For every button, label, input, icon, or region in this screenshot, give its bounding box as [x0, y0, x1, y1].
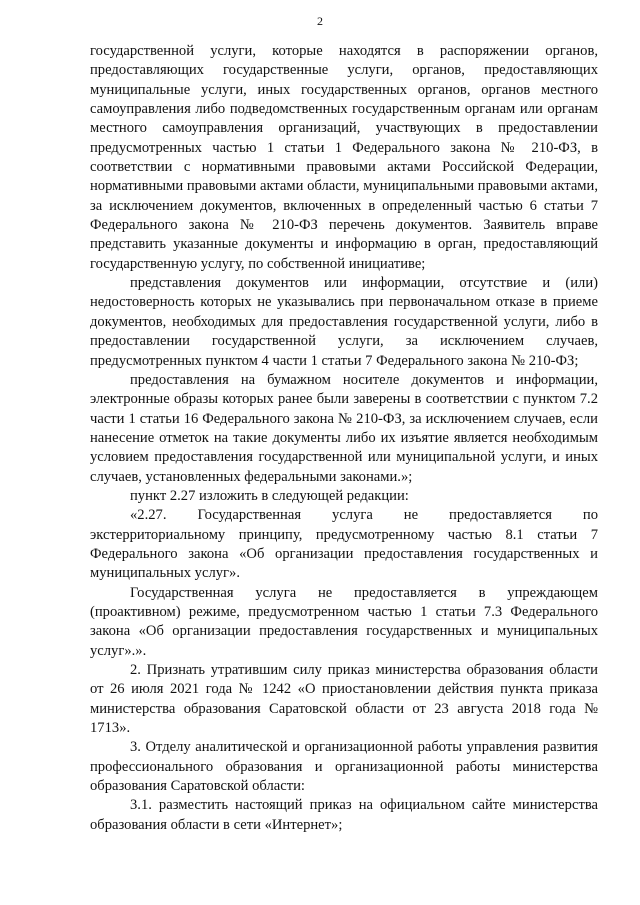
paragraph-missing-documents: представления документов или информации, отсутствие и (или) недостоверность которых не указывались при первоначальном отказе в приеме документов, необходимых для предоставления государственной услуги, либо в предоставлении государственной услуги, за исключением случаев, предусмотренных пунктом 4 части 1 статьи 7 Федерального закона № 210-ФЗ; — [90, 275, 598, 369]
paragraph-item-3-1-publish: 3.1. разместить настоящий приказ на официальном сайте министерства образования области в сети «Интернет»; — [90, 797, 598, 833]
paragraph-paper-documents: предоставления на бумажном носителе документов и информации, электронные образы которых ранее были заверены в соответствии с пунктом 7.2 части 1 статьи 16 Федерального закона № 210-ФЗ, за исключением случаев, если нанесение отметок на такие документы либо их изъятие является необходимым условием предоставления государственной или муниципальной услуги, и иных случаев, установленных федеральными законами.»; — [90, 371, 598, 485]
paragraph-clause-2-27-text: «2.27. Государственная услуга не предоставляется по экстерриториальному принципу, предусмотренному частью 8.1 статьи 7 Федерального закона «Об организации предоставления государственных и муниципальных услуг». — [90, 507, 598, 582]
paragraph-item-3-department: 3. Отделу аналитической и организационной работы управления развития профессионального образования и организационной работы министерства образования Саратовской области: — [90, 739, 598, 795]
paragraph-item-2-repeal: 2. Признать утратившим силу приказ министерства образования области от 26 июля 2021 года № 1242 «О приостановлении действия пункта приказа министерства образования Саратовской области от 23 августа 2018 года № 1713». — [90, 662, 598, 737]
page-number: 2 — [317, 14, 323, 28]
paragraph-clause-2-27-intro: пункт 2.27 изложить в следующей редакции: — [130, 487, 409, 504]
paragraph-proactive-mode: Государственная услуга не предоставляется в упреждающем (проактивном) режиме, предусмотренном частью 1 статьи 7.3 Федерального закона «Об организации предоставления государственных и муниципальных услуг».». — [90, 584, 598, 659]
paragraph-grounds-continuation: государственной услуги, которые находятся в распоряжении органов, предоставляющих государственные услуги, органов, предоставляющих муниципальные услуги, иных государственных органов, органов местного самоуправления либо подведомственных государственным органам или органам местного самоуправления организаций, участвующих в предоставлении предусмотренных частью 1 статьи 1 Федерального закона № 210-ФЗ, в соответствии с нормативными правовыми актами Российской Федерации, нормативными правовыми актами области, муниципальными правовыми актами, за исключением документов, включенных в определенный частью 6 статьи 7 Федерального закона № 210-ФЗ перечень документов. Заявитель вправе представить указанные документы и информацию в орган, предоставляющий государственную услугу, по собственной инициативе; — [90, 43, 598, 272]
document-body — [90, 42, 598, 835]
